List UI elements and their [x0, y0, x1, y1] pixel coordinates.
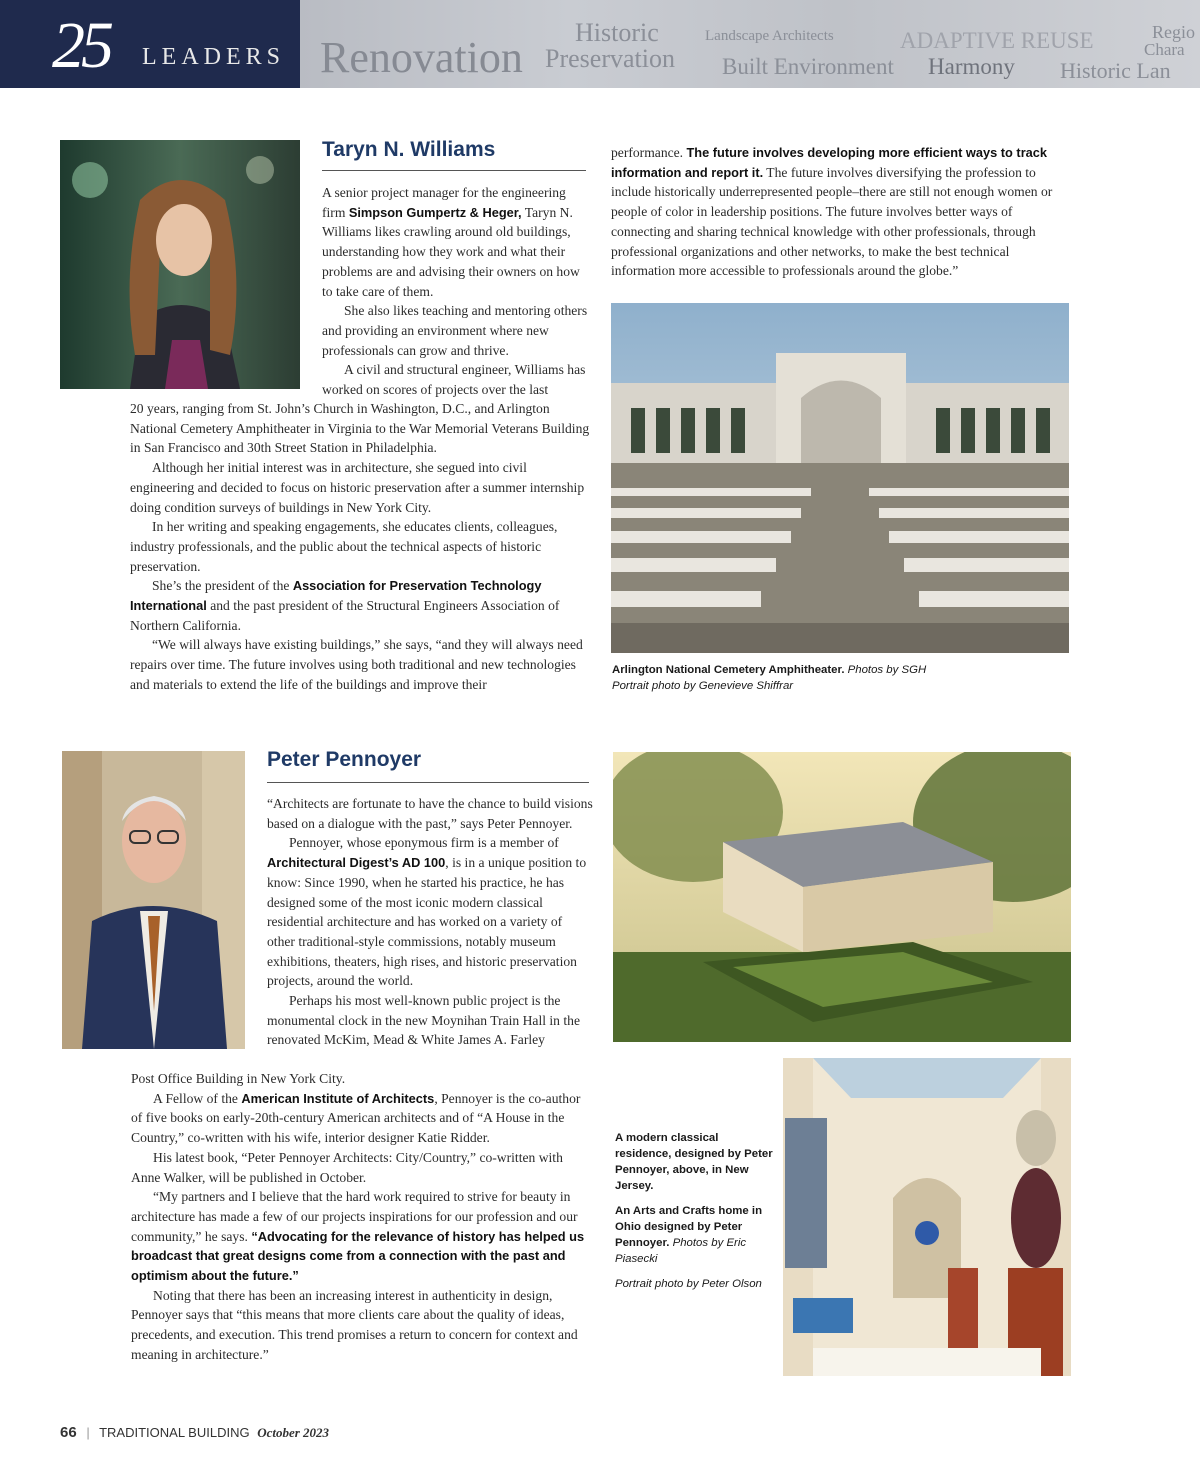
peter-intro-column [267, 794, 593, 1050]
body-paragraph: Post Office Building in New York City. [131, 1071, 346, 1086]
body-text: A Fellow of the [153, 1090, 242, 1106]
photo-ohio-arts-crafts-interior [783, 1058, 1071, 1376]
header-label: LEADERS [142, 44, 285, 70]
caption-credit: Portrait photo by Genevieve Shiffrar [612, 680, 794, 692]
person-name: Taryn N. Williams [322, 138, 496, 161]
caption-credit: Portrait photo by Peter Olson [615, 1278, 762, 1290]
body-paragraph: A civil and structural engineer, Williams has worked on scores of projects over the last [322, 362, 586, 398]
stone-word: Harmony [928, 54, 1015, 79]
header-number: 25 [52, 9, 110, 82]
body-text: A senior project manager for the engineering firm [322, 185, 566, 220]
body-paragraph: Noting that there has been an increasing interest in authenticity in design, Pennoyer says that “this means that more clients care about the quality of ideas, precedents, and execution. This trend promises a return to concern for context and meaning in architecture.” [131, 1287, 578, 1362]
magazine-name: TRADITIONAL BUILDING [99, 1425, 250, 1440]
taryn-continued-column [611, 143, 1069, 281]
body-paragraph: His latest book, “Peter Pennoyer Architects: City/Country,” co-written with Anne Walker, will be published in October. [131, 1149, 563, 1185]
stone-word: Built Environment [722, 54, 894, 79]
caption-title: A modern classical residence, designed by Peter Pennoyer, above, in New Jersey. [615, 1132, 773, 1192]
body-paragraph: Although her initial interest was in architecture, she segued into civil engineering and decided to focus on historic preservation after a summer internship doing condition surveys of buildings in New York City. [130, 460, 585, 515]
person-name: Peter Pennoyer [267, 748, 422, 771]
body-paragraph: 20 years, ranging from St. John’s Church in Washington, D.C., and Arlington National Cemetery Amphitheater in Virginia to the War Memorial Veterans Building in San Francisco and 30th Street Station in Philadelphia. [130, 401, 590, 456]
organization-name: Architectural Digest’s AD 100 [267, 855, 446, 871]
pull-quote: “Advocating for the relevance of history has helped us broadcast that great designs come from a connection with the past and optimism about the future.” [131, 1228, 585, 1284]
organization-name: Association for Preservation Technology International [130, 578, 542, 614]
peter-heading [267, 748, 589, 783]
body-text: She’s the president of the [152, 578, 293, 594]
caption-credit: Photos by Eric Piasecki [615, 1237, 747, 1265]
portrait-peter-pennoyer [62, 751, 245, 1049]
heading-rule [322, 170, 586, 171]
firm-name: Simpson Gumpertz & Heger, [348, 204, 522, 220]
caption-arlington [612, 662, 1072, 694]
caption-pennoyer-photos [615, 1130, 775, 1292]
body-paragraph: In her writing and speaking engagements, she educates clients, colleagues, industry professionals, and the public about the technical aspects of historic preservation. [130, 519, 558, 574]
taryn-heading [322, 138, 586, 171]
pull-quote: The future involves developing more efficient ways to track information and report it. [611, 145, 1048, 180]
body-text: , is in a unique position to know: Since 1990, when he started his practice, he has designed some of the most iconic modern classical residential architecture and has worked on a variety of other traditional-style commissions, notably museum exhibitions, theaters, high rises, and historic preservation projects, around the world. [267, 855, 587, 989]
body-paragraph: “We will always have existing buildings,” she says, “and they will always need repairs over time. The future involves using both traditional and new technologies and materials to extend the life of the buildings and improve their [130, 637, 583, 692]
stone-word: Landscape Architects [705, 28, 834, 44]
issue-date: October 2023 [257, 1425, 330, 1440]
caption-credit: Photos by SGH [844, 664, 927, 676]
photo-arlington-amphitheater [611, 303, 1069, 653]
stone-word: Chara [1144, 40, 1185, 59]
peter-body-column [131, 1069, 594, 1365]
taryn-intro-column [322, 183, 588, 400]
portrait-taryn-williams [60, 140, 300, 389]
caption-title: Arlington National Cemetery Amphitheater. [612, 664, 845, 676]
body-text: Taryn N. Williams likes crawling around old buildings, understanding how they work and what their problems are and advising their owners on how to take care of them. [322, 204, 580, 299]
page-number: 66 [60, 1424, 77, 1441]
organization-name: American Institute of Architects [241, 1090, 435, 1106]
stone-word: ADAPTIVE REUSE [900, 28, 1094, 53]
footer-separator: | [86, 1425, 90, 1440]
header-stone-texture [300, 0, 1200, 88]
body-text: The future involves diversifying the profession to include historically underrepresented people–there are still not enough women or people of color in leadership positions. The future involves better ways of connecting and sharing technical knowledge with other professionals, through professional organizations and other networks, to make the best technical information more accessible to professionals around the globe.” [611, 164, 1053, 279]
taryn-body-column [130, 399, 590, 695]
caption-title: An Arts and Crafts home in Ohio designed by Peter Pennoyer. [615, 1205, 763, 1249]
body-paragraph: She also likes teaching and mentoring others and providing an environment where new professionals can grow and thrive. [322, 303, 588, 358]
body-paragraph: Perhaps his most well-known public project is the monumental clock in the new Moynihan Train Hall in the renovated McKim, Mead & White James A. Farley [267, 993, 580, 1048]
photo-new-jersey-residence [613, 752, 1071, 1042]
body-paragraph: “Architects are fortunate to have the chance to build visions based on a dialogue with the past,” says Peter Pennoyer. [267, 796, 593, 831]
page-footer [60, 1424, 329, 1441]
body-text: performance. [611, 145, 687, 160]
body-text: “My partners and I believe that the hard work required to strive for beauty in architecture has made a few of our projects inspirations for our profession and our community,” he says. [131, 1189, 578, 1244]
stone-word: Renovation [320, 33, 523, 82]
body-text: and the past president of the Structural Engineers Association of Northern California. [130, 598, 560, 633]
stone-word: Preservation [545, 44, 675, 73]
heading-rule [267, 782, 589, 783]
stone-word: Regio [1152, 22, 1195, 42]
body-text: , Pennoyer is the co-author of five books on early-20th-century American architects and of “A House in the Country,” co-written with his wife, interior designer Katie Ridder. [131, 1090, 581, 1146]
body-text: Pennoyer, whose eponymous firm is a member of [289, 835, 559, 851]
stone-word: Historic [575, 18, 659, 47]
stone-word: Historic Lan [1060, 58, 1171, 83]
